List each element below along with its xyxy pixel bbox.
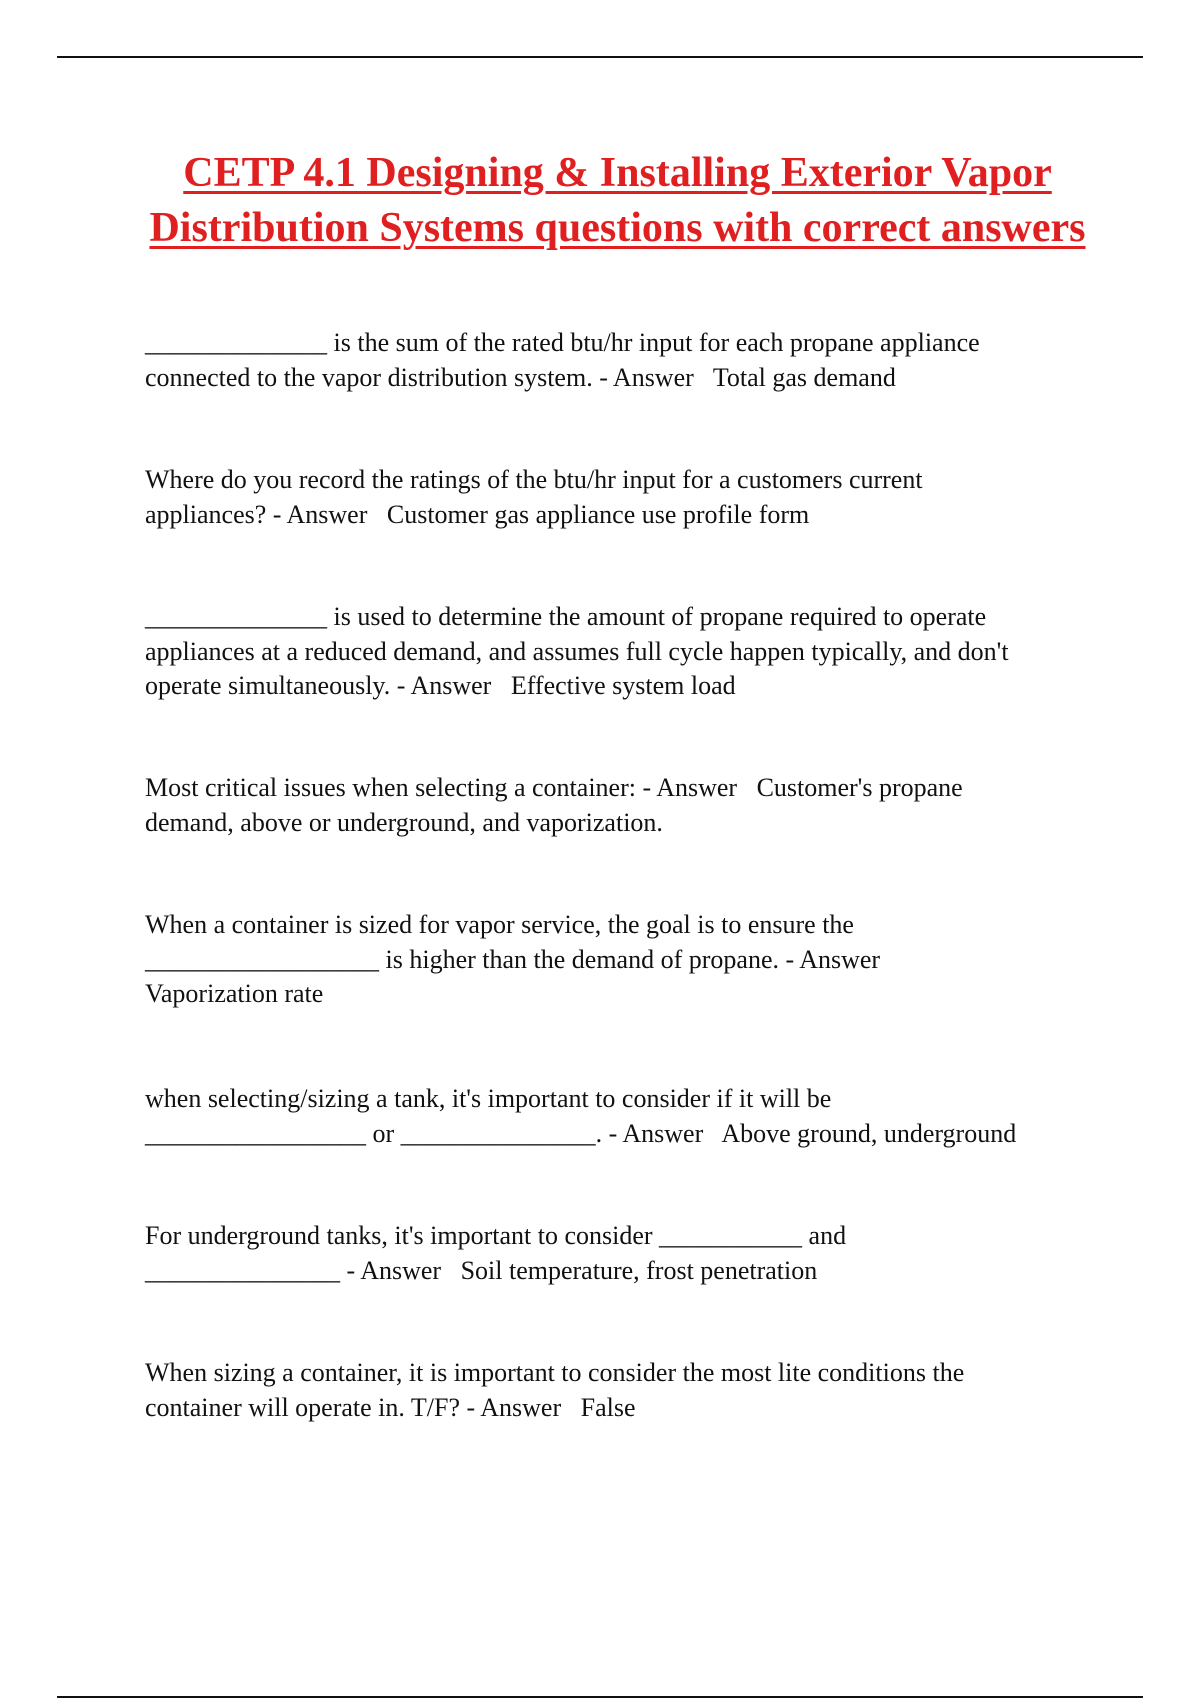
question-line: appliances? - Answer	[145, 499, 368, 529]
answer-text: Vaporization rate	[145, 979, 324, 1008]
qa-item-6	[145, 1082, 1095, 1151]
question-line: appliances at a reduced demand, and assumes full cycle happen typically, and don't	[145, 636, 1009, 666]
top-rule	[57, 56, 1143, 58]
answer-text: Total gas demand	[712, 362, 896, 392]
answer-text: demand, above or underground, and vaporization.	[145, 807, 663, 837]
question-line: ______________ is used to determine the amount of propane required to operate	[145, 602, 987, 631]
qa-item-1	[145, 326, 1095, 395]
question-line: __________________ is higher than the demand of propane. - Answer	[145, 944, 881, 974]
question-line: For underground tanks, it's important to consider ___________ and	[145, 1221, 847, 1250]
qa-item-4	[145, 771, 1095, 840]
answer-text: Effective system load	[510, 671, 736, 700]
qa-item-3	[145, 600, 1095, 704]
question-line: When a container is sized for vapor service, the goal is to ensure the	[145, 910, 854, 939]
question-line: ______________ is the sum of the rated btu/hr input for each propane appliance	[145, 328, 980, 357]
question-line: container will operate in. T/F? - Answer	[145, 1392, 562, 1422]
qa-item-8	[145, 1356, 1095, 1425]
answer-text: Customer gas appliance use profile form	[386, 499, 810, 529]
question-line: Where do you record the ratings of the btu/hr input for a customers current	[145, 465, 923, 494]
question-line: _______________ - Answer	[145, 1255, 442, 1285]
question-line: when selecting/sizing a tank, it's important to consider if it will be	[145, 1084, 832, 1113]
answer-text: Customer's propane	[756, 773, 963, 802]
document-title: CETP 4.1 Designing & Installing Exterior Vapor Distribution Systems questions with correct answers	[149, 150, 1086, 251]
qa-item-7	[145, 1219, 1095, 1288]
question-line: connected to the vapor distribution system. - Answer	[145, 362, 694, 392]
question-line: operate simultaneously. - Answer	[145, 671, 492, 700]
bottom-rule	[57, 1696, 1143, 1698]
question-line: _________________ or _______________. - Answer	[145, 1118, 704, 1148]
qa-item-2	[145, 463, 1095, 532]
answer-text: Soil temperature, frost penetration	[460, 1255, 818, 1285]
qa-item-5	[145, 908, 1095, 1012]
question-line: Most critical issues when selecting a container: - Answer	[145, 773, 738, 802]
answer-text: Above ground, underground	[721, 1118, 1017, 1148]
question-line: When sizing a container, it is important to consider the most lite conditions the	[145, 1358, 965, 1387]
answer-text: False	[580, 1392, 636, 1422]
